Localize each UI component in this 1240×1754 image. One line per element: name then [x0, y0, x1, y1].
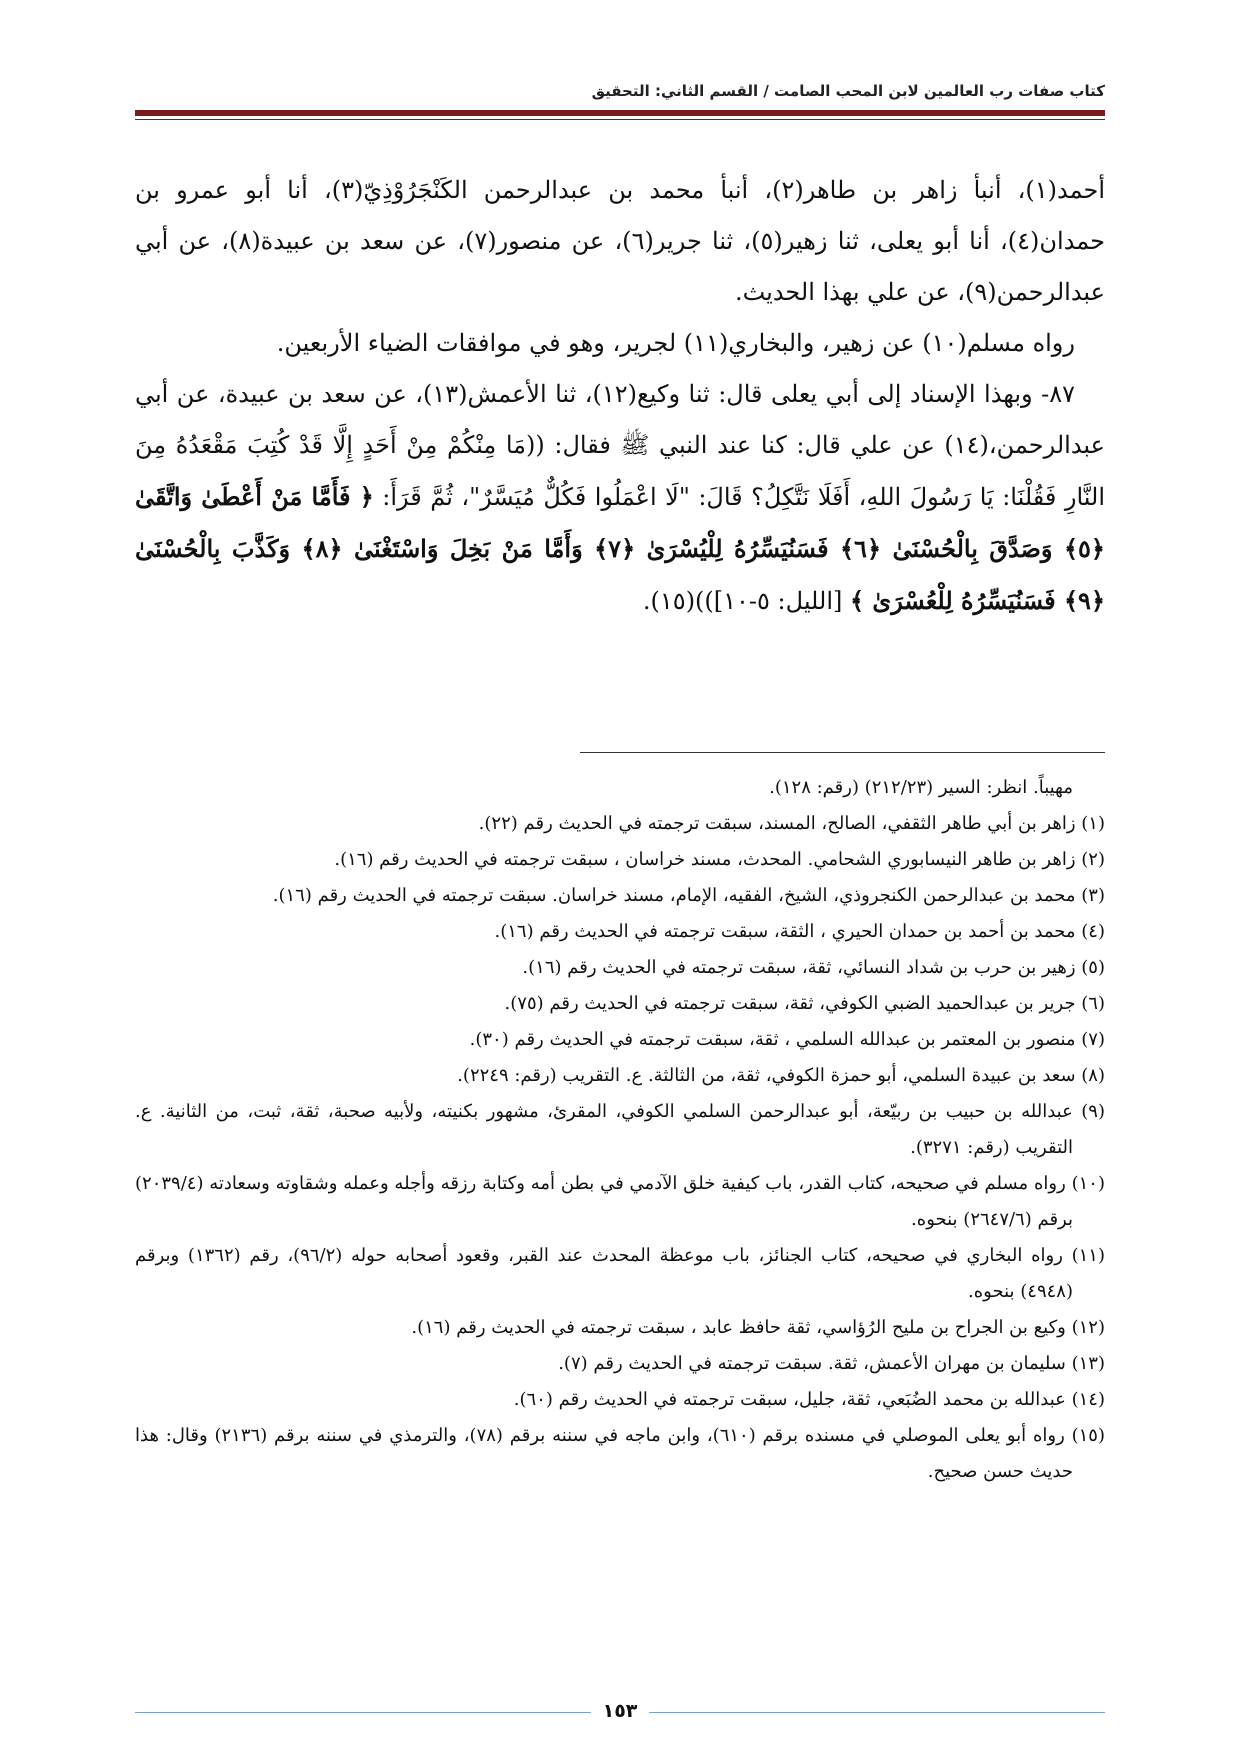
header-rule — [135, 110, 1105, 116]
paragraph-takhrij: رواه مسلم(١٠) عن زهير، والبخاري(١١) لجرير، وهو في موافقات الضياء الأربعين. — [276, 329, 1075, 357]
footnote-separator — [580, 752, 1105, 753]
footnote: (١٣) سليمان بن مهران الأعمش، ثقة. سبقت ترجمته في الحديث رقم (٧). — [558, 1353, 1105, 1374]
footnote: (٨) سعد بن عبيدة السلمي، أبو حمزة الكوفي، ثقة، من الثالثة. ع. التقريب (رقم: ٢٢٤٩). — [457, 1065, 1105, 1086]
main-text — [135, 165, 1105, 627]
footnote: (٢) زاهر بن طاهر النيسابوري الشحامي. المحدث، مسند خراسان ، سبقت ترجمته في الحديث رقم (١٦). — [334, 849, 1105, 870]
footnote: (٤) محمد بن أحمد بن حمدان الحيري ، الثقة، سبقت ترجمته في الحديث رقم (١٦). — [494, 921, 1105, 942]
footnote: (٥) زهير بن حرب بن شداد النسائي، ثقة، سبقت ترجمته في الحديث رقم (١٦). — [522, 957, 1105, 978]
footnote: (١٤) عبدالله بن محمد الضُبَعي، ثقة، جليل، سبقت ترجمته في الحديث رقم (٦٠). — [513, 1389, 1105, 1410]
footnote: (١٠) رواه مسلم في صحيحه، كتاب القدر، باب كيفية خلق الآدمي في بطن أمه وكتابة رزقه وأجله وعمله وشقاوته وسعادته (٢٠٣٩/٤) برقم (٢٦٤٧/٦) بنحوه. — [135, 1173, 1105, 1230]
page-number-label: ١٥٣ — [591, 1700, 650, 1722]
footnote: (٦) جرير بن عبدالحميد الضبي الكوفي، ثقة، سبقت ترجمته في الحديث رقم (٧٥). — [504, 993, 1105, 1014]
footnote: (١) زاهر بن أبي طاهر الثقفي، الصالح، المسند، سبقت ترجمته في الحديث رقم (٢٢). — [478, 813, 1105, 834]
footnote: (٣) محمد بن عبدالرحمن الكنجروذي، الشيخ، الفقيه، الإمام، مسند خراسان. سبقت ترجمته في الحديث رقم (١٦). — [272, 885, 1105, 906]
footnote: (٧) منصور بن المعتمر بن عبدالله السلمي ، ثقة، سبقت ترجمته في الحديث رقم (٣٠). — [469, 1029, 1105, 1050]
footnote: (٩) عبدالله بن حبيب بن ربيّعة، أبو عبدالرحمن السلمي الكوفي، المقرئ، مشهور بكنيته، ولأبيه صحبة، ثقة، ثبت، من الثانية. ع. التقريب (رقم: ٣٢٧١). — [135, 1101, 1105, 1158]
paragraph-isnad: أحمد(١)، أنبأ زاهر بن طاهر(٢)، أنبأ محمد بن عبدالرحمن الكَنْجَرُوْذِيّ(٣)، أنا أبو عمرو بن حمدان(٤)، أنا أبو يعلى، ثنا زهير(٥)، ثنا جرير(٦)، عن منصور(٧)، عن سعد بن عبيدة(٨)، عن أبي عبدالرحمن(٩)، عن علي بهذا الحديث. — [135, 176, 1105, 306]
footnote: (١١) رواه البخاري في صحيحه، كتاب الجنائز، باب موعظة المحدث عند القبر، وقعود أصحابه حوله (٩٦/٢)، رقم (١٣٦٢) وبرقم (٤٩٤٨) بنحوه. — [135, 1245, 1105, 1302]
quran-verses: ﴿ فَأَمَّا مَنْ أَعْطَىٰ وَاتَّقَىٰ ﴿٥﴾ وَصَدَّقَ بِالْحُسْنَىٰ ﴿٦﴾ فَسَنُيَسِّرُهُ لِلْيُسْرَىٰ ﴿٧﴾ وَأَمَّا مَنْ بَخِلَ وَاسْتَغْنَىٰ ﴿٨﴾ وَكَذَّبَ بِالْحُسْنَىٰ ﴿٩﴾ فَسَنُيَسِّرُهُ لِلْعُسْرَىٰ ﴾ — [135, 482, 1105, 615]
quran-reference: [الليل: ٥-١٠]))(١٥). — [642, 587, 843, 615]
footnotes — [135, 770, 1105, 1490]
hadith-text: ٨٧- وبهذا الإسناد إلى أبي يعلى قال: ثنا وكيع(١٢)، ثنا الأعمش(١٣)، عن سعد بن عبيدة، عن أبي عبدالرحمن،(١٤) عن علي قال: كنا عند النبي ﷺ فقال: ((مَا مِنْكُمْ مِنْ أَحَدٍ إِلَّا قَدْ كُتِبَ مَقْعَدُهُ مِنَ النَّارِ فَقُلْنَا: يَا رَسُولَ اللهِ، أَفَلَا نَتَّكِلُ؟ قَالَ: "لَا اعْمَلُوا فَكُلٌّ مُيَسَّرٌ"، ثُمَّ قَرَأَ: — [135, 380, 1106, 511]
page-number — [0, 1700, 1240, 1722]
footnote-carryover: مهيباً. انظر: السير (٢١٢/٢٣) (رقم: ١٢٨). — [769, 777, 1073, 798]
running-header: كتاب صفات رب العالمين لابن المحب الصامت / القسم الثاني: التحقيق — [591, 82, 1105, 100]
paragraph-hadith-87 — [135, 369, 1105, 627]
header-rule-thin — [135, 119, 1105, 120]
footnote: (١٥) رواه أبو يعلى الموصلي في مسنده برقم (٦١٠)، وابن ماجه في سننه برقم (٧٨)، والترمذي في سننه برقم (٢١٣٦) وقال: هذا حديث حسن صحيح. — [135, 1425, 1105, 1482]
footnote: (١٢) وكيع بن الجراح بن مليح الرُؤاسي، ثقة حافظ عابد ، سبقت ترجمته في الحديث رقم (١٦). — [411, 1317, 1105, 1338]
